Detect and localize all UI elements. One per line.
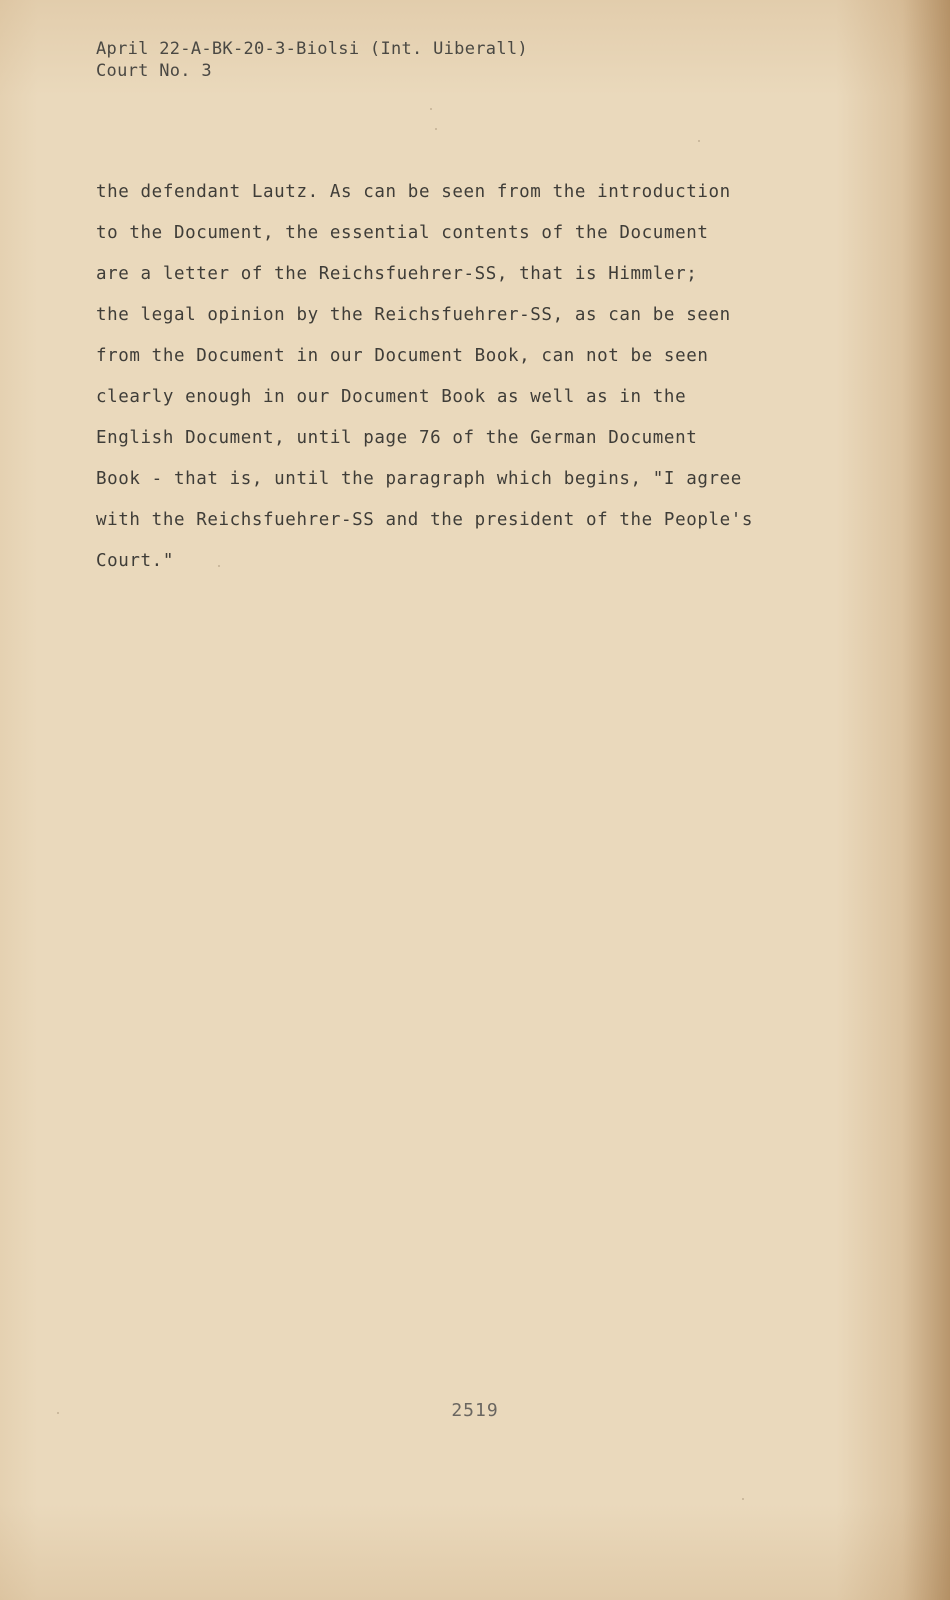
paper-speck [742, 1498, 744, 1500]
text-line: the defendant Lautz. As can be seen from the introduction [96, 182, 731, 202]
page-number: 2519 [451, 1400, 499, 1421]
header-court-line: Court No. 3 [96, 61, 212, 81]
text-line: are a letter of the Reichsfuehrer-SS, that is Himmler; [96, 264, 698, 284]
text-line: with the Reichsfuehrer-SS and the president of the People's [96, 510, 754, 530]
text-line: to the Document, the essential contents of the Document [96, 223, 709, 243]
text-line: the legal opinion by the Reichsfuehrer-SS, as can be seen [96, 305, 731, 325]
text-line: English Document, until page 76 of the German Document [96, 428, 698, 448]
paper-speck [57, 1412, 59, 1414]
document-header [96, 38, 528, 82]
text-line: Court." [96, 551, 174, 571]
paper-speck [218, 565, 220, 567]
transcript-body [96, 177, 856, 587]
text-line: Book - that is, until the paragraph which begins, "I agree [96, 469, 742, 489]
text-line: clearly enough in our Document Book as well as in the [96, 387, 687, 407]
paper-speck [430, 108, 432, 110]
text-line: from the Document in our Document Book, can not be seen [96, 346, 709, 366]
paper-speck [698, 140, 700, 142]
header-reference-line: April 22-A-BK-20-3-Biolsi (Int. Uiberall) [96, 39, 528, 59]
paper-speck [435, 128, 437, 130]
